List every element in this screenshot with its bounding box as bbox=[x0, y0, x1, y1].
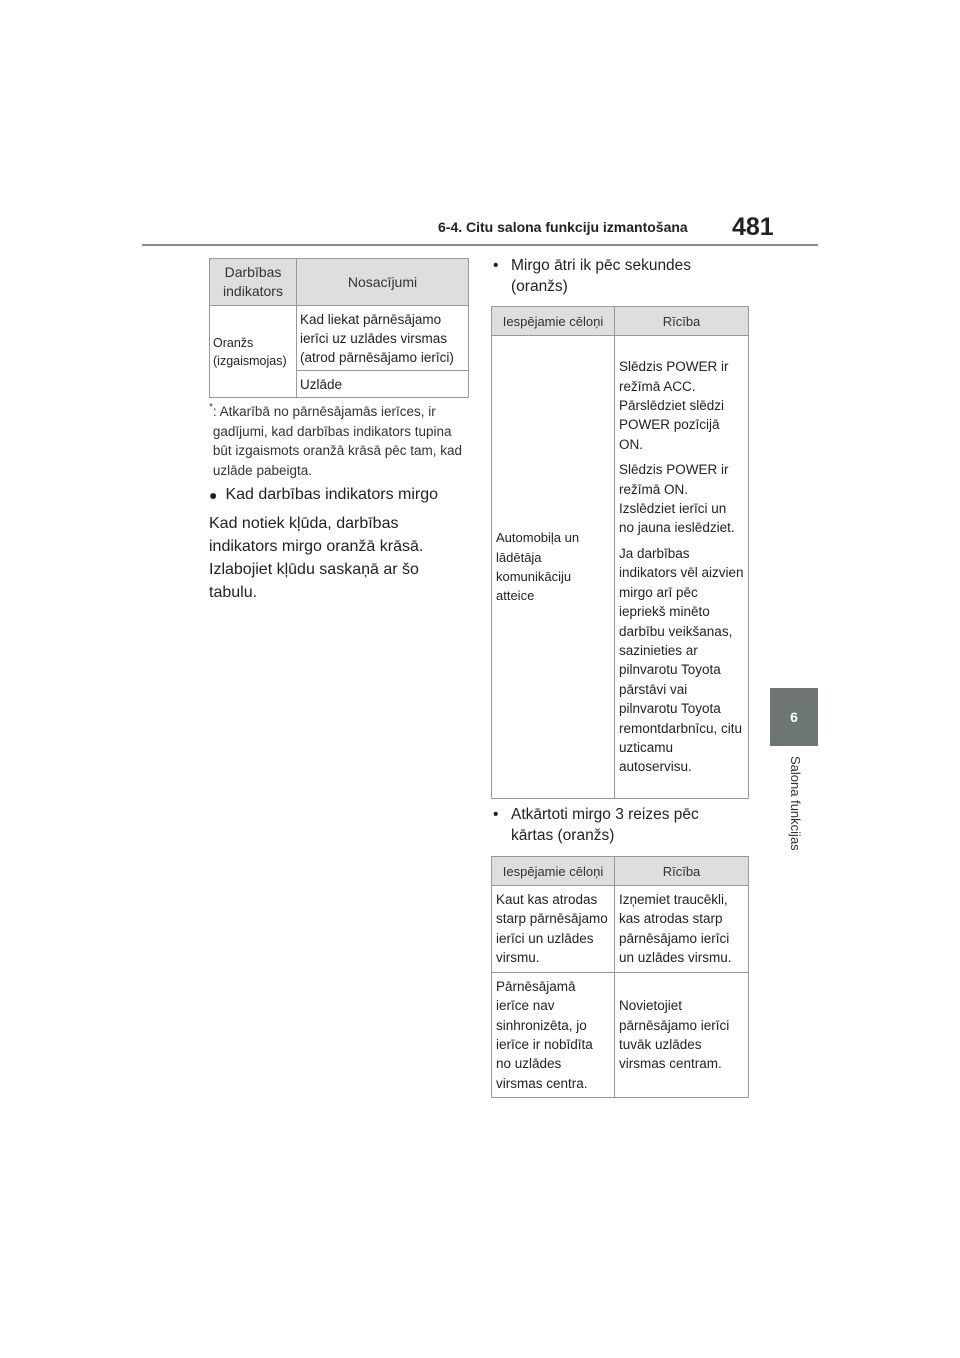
action-cell: Novietojiet pārnēsājamo ierīci tuvāk uzlādes virsmas centram. bbox=[615, 973, 749, 1098]
header-conditions: Nosacījumi bbox=[297, 259, 469, 306]
triple-blink-bullet bbox=[493, 804, 743, 846]
section-body: Kad notiek kļūda, darbības indikators mirgo oranžā krāsā. Izlabojiet kļūdu saskaņā ar šo tabulu. bbox=[209, 515, 424, 601]
section-heading bbox=[209, 486, 479, 504]
action-paragraph: Ja darbības indikators vēl aizvien mirgo arī pēc iepriekš minēto darbību veikšanas, sazinieties ar pilnvarotu Toyota pārstāvi vai pilnvarotu Toyota remontdarbnīcu, citu uzticamu autoservisu. bbox=[619, 545, 744, 775]
page-number: 481 bbox=[732, 213, 774, 241]
action-paragraph: Slēdzis POWER ir režīmā ACC. Pārslēdziet slēdzi POWER pozīcijā ON. bbox=[619, 359, 729, 452]
section-title: 6-4. Citu salona funkciju izmantošana bbox=[438, 219, 688, 235]
header-causes: Iespējamie cēloņi bbox=[492, 307, 615, 336]
header-divider bbox=[142, 244, 818, 246]
fast-blink-table bbox=[491, 306, 749, 799]
indicator-table bbox=[209, 258, 469, 398]
chapter-label-text: Salona funkcijas bbox=[788, 756, 803, 851]
footnote bbox=[209, 402, 471, 480]
indicator-state: (izgaismojas) bbox=[213, 353, 287, 368]
footnote-marker: * bbox=[209, 402, 213, 413]
cause-cell: Kaut kas atrodas starp pārnēsājamo ierīci un uzlādes virsmu. bbox=[492, 886, 615, 973]
bullet-dot-icon: ● bbox=[209, 487, 218, 503]
condition-detect: Kad liekat pārnēsājamo ierīci uz uzlādes virsmas (atrod pārnēsājamo ierīci) bbox=[297, 306, 469, 371]
section-heading-text: Kad darbības indikators mirgo bbox=[225, 486, 439, 503]
chapter-label bbox=[785, 756, 805, 866]
footnote-text: : Atkarībā no pārnēsājamās ierīces, ir gadījumi, kad darbības indikators tupina būt izgaismots oranžā krāsā pēc tam, kad uzlāde pabeigta. bbox=[212, 404, 463, 478]
actions-cell bbox=[615, 336, 749, 799]
bullet-icon: • bbox=[493, 257, 499, 274]
bullet-icon: • bbox=[493, 806, 499, 823]
cause-cell: Pārnēsājamā ierīce nav sinhronizēta, jo ierīce ir nobīdīta no uzlādes virsmas centra. bbox=[492, 973, 615, 1098]
fast-blink-bullet-text: Mirgo ātri ik pēc sekundes (oranžs) bbox=[511, 257, 692, 295]
triple-blink-bullet-text: Atkārtoti mirgo 3 reizes pēc kārtas (oranžs) bbox=[511, 806, 699, 844]
triple-blink-table bbox=[491, 856, 749, 1098]
header-action: Rīcība bbox=[615, 857, 749, 886]
table-row bbox=[492, 886, 749, 973]
header-causes: Iespējamie cēloņi bbox=[492, 857, 615, 886]
header-indicator: Darbības indikators bbox=[210, 259, 297, 306]
condition-charging: Uzlāde bbox=[297, 371, 469, 398]
chapter-tab[interactable]: 6 bbox=[770, 688, 818, 746]
action-cell: Izņemiet traucēkli, kas atrodas starp pārnēsājamo ierīci un uzlādes virsmu. bbox=[615, 886, 749, 973]
indicator-color: Oranžs bbox=[213, 335, 254, 350]
action-paragraph: Slēdzis POWER ir režīmā ON. Izslēdziet ierīci un no jauna ieslēdziet. bbox=[619, 462, 735, 536]
indicator-cell bbox=[210, 306, 297, 398]
table-row bbox=[492, 973, 749, 1098]
header-action: Rīcība bbox=[615, 307, 749, 336]
fast-blink-bullet bbox=[493, 255, 743, 297]
cause-cell: Automobiļa un lādētāja komunikāciju atteice bbox=[492, 336, 615, 799]
